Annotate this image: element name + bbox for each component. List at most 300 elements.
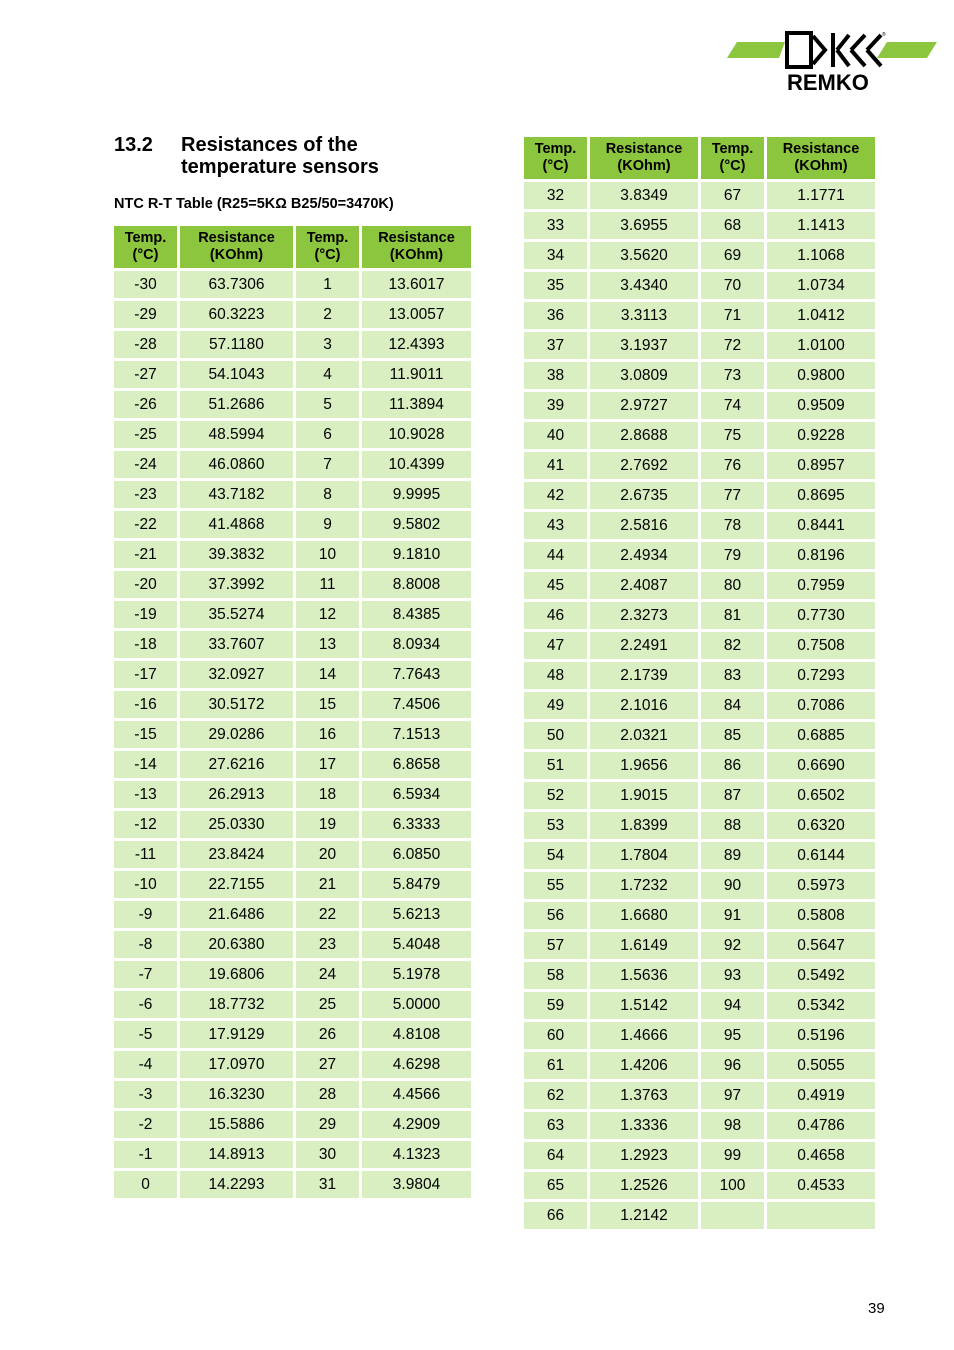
resistance-cell: 13.6017 [362, 271, 471, 298]
resistance-cell: 0.6502 [767, 782, 875, 809]
resistance-cell: 1.6680 [590, 902, 698, 929]
table-row [524, 1112, 875, 1139]
resistance-cell: 11.9011 [362, 361, 471, 388]
resistance-cell: 3.9804 [362, 1171, 471, 1198]
resistance-cell: 1.0734 [767, 272, 875, 299]
temp-cell: 55 [524, 872, 587, 899]
resistance-cell: 1.2526 [590, 1172, 698, 1199]
temp-cell: 32 [524, 182, 587, 209]
rt-table-left [111, 223, 474, 1201]
temp-cell: 69 [701, 242, 764, 269]
temp-cell: -11 [114, 841, 177, 868]
remko-logo [725, 30, 937, 94]
resistance-cell: 1.1771 [767, 182, 875, 209]
resistance-cell: 1.3336 [590, 1112, 698, 1139]
resistance-cell: 4.4566 [362, 1081, 471, 1108]
table-row [524, 992, 875, 1019]
temp-cell: 34 [524, 242, 587, 269]
temp-cell: 18 [296, 781, 359, 808]
temp-cell: 82 [701, 632, 764, 659]
resistance-cell: 30.5172 [180, 691, 293, 718]
resistance-cell: 16.3230 [180, 1081, 293, 1108]
resistance-cell: 1.1413 [767, 212, 875, 239]
resistance-cell: 4.2909 [362, 1111, 471, 1138]
resistance-cell: 0.6885 [767, 722, 875, 749]
table-row [114, 751, 471, 778]
temp-cell: 42 [524, 482, 587, 509]
temp-cell: 50 [524, 722, 587, 749]
resistance-cell: 8.0934 [362, 631, 471, 658]
table-row [524, 392, 875, 419]
resistance-cell: 0.9228 [767, 422, 875, 449]
resistance-cell: 32.0927 [180, 661, 293, 688]
temp-cell: 30 [296, 1141, 359, 1168]
temp-cell: -12 [114, 811, 177, 838]
temp-cell: -18 [114, 631, 177, 658]
resistance-cell: 15.5886 [180, 1111, 293, 1138]
table-row [524, 572, 875, 599]
resistance-cell: 0.7508 [767, 632, 875, 659]
table-row [114, 1081, 471, 1108]
temp-cell: 26 [296, 1021, 359, 1048]
temp-cell: 95 [701, 1022, 764, 1049]
resistance-cell: 2.5816 [590, 512, 698, 539]
table-row [114, 841, 471, 868]
table-row [114, 1021, 471, 1048]
resistance-cell: 2.3273 [590, 602, 698, 629]
temp-cell: 41 [524, 452, 587, 479]
table-row [524, 1142, 875, 1169]
resistance-cell: 1.2923 [590, 1142, 698, 1169]
resistance-cell: 0.4919 [767, 1082, 875, 1109]
table-row [114, 481, 471, 508]
temp-cell: -29 [114, 301, 177, 328]
temp-cell: 11 [296, 571, 359, 598]
resistance-cell: 0.8957 [767, 452, 875, 479]
table-row [114, 301, 471, 328]
temp-cell: 92 [701, 932, 764, 959]
temp-cell: 20 [296, 841, 359, 868]
resistance-cell: 54.1043 [180, 361, 293, 388]
table-row [524, 542, 875, 569]
resistance-cell: 0.5342 [767, 992, 875, 1019]
page-number: 39 [868, 1300, 885, 1317]
table-row [524, 722, 875, 749]
resistance-cell: 0.8441 [767, 512, 875, 539]
temp-cell: -2 [114, 1111, 177, 1138]
temp-cell: -6 [114, 991, 177, 1018]
table-row [114, 871, 471, 898]
rt-table-right [521, 134, 878, 1232]
resistance-cell: 2.1016 [590, 692, 698, 719]
temp-cell [701, 1202, 764, 1229]
resistance-cell: 26.2913 [180, 781, 293, 808]
table-header-row [524, 137, 875, 179]
resistance-cell: 1.4206 [590, 1052, 698, 1079]
temp-cell: 6 [296, 421, 359, 448]
resistance-cell: 9.9995 [362, 481, 471, 508]
table-row [524, 842, 875, 869]
temp-cell: -15 [114, 721, 177, 748]
temp-cell: 61 [524, 1052, 587, 1079]
header-temp: Temp. (°C) [114, 226, 177, 268]
resistance-cell: 10.4399 [362, 451, 471, 478]
temp-cell: -14 [114, 751, 177, 778]
temp-cell: -21 [114, 541, 177, 568]
temp-cell: 98 [701, 1112, 764, 1139]
table-row [524, 422, 875, 449]
temp-cell: -9 [114, 901, 177, 928]
table-row [114, 661, 471, 688]
temp-cell: 5 [296, 391, 359, 418]
table-row [114, 1111, 471, 1138]
temp-cell: -24 [114, 451, 177, 478]
resistance-cell: 1.3763 [590, 1082, 698, 1109]
temp-cell: 4 [296, 361, 359, 388]
resistance-cell: 22.7155 [180, 871, 293, 898]
header-resistance: Resistance (KOhm) [767, 137, 875, 179]
temp-cell: 68 [701, 212, 764, 239]
resistance-cell: 12.4393 [362, 331, 471, 358]
temp-cell: 79 [701, 542, 764, 569]
resistance-cell [767, 1202, 875, 1229]
temp-cell: -22 [114, 511, 177, 538]
resistance-cell: 0.6690 [767, 752, 875, 779]
temp-cell: 16 [296, 721, 359, 748]
temp-cell: 2 [296, 301, 359, 328]
temp-cell: 58 [524, 962, 587, 989]
temp-cell: -17 [114, 661, 177, 688]
resistance-cell: 8.8008 [362, 571, 471, 598]
temp-cell: 78 [701, 512, 764, 539]
temp-cell: -5 [114, 1021, 177, 1048]
table-header-row [114, 226, 471, 268]
header-temp: Temp. (°C) [701, 137, 764, 179]
header-temp: Temp. (°C) [296, 226, 359, 268]
resistance-cell: 2.1739 [590, 662, 698, 689]
temp-cell: 27 [296, 1051, 359, 1078]
table-row [114, 1171, 471, 1198]
table-row [524, 902, 875, 929]
resistance-cell: 0.7730 [767, 602, 875, 629]
table-row [524, 632, 875, 659]
resistance-cell: 0.5808 [767, 902, 875, 929]
table-row [114, 541, 471, 568]
resistance-cell: 17.0970 [180, 1051, 293, 1078]
temp-cell: 67 [701, 182, 764, 209]
table-row [524, 362, 875, 389]
temp-cell: 45 [524, 572, 587, 599]
resistance-cell: 33.7607 [180, 631, 293, 658]
table-row [114, 931, 471, 958]
resistance-cell: 5.4048 [362, 931, 471, 958]
resistance-cell: 13.0057 [362, 301, 471, 328]
temp-cell: 73 [701, 362, 764, 389]
table-row [114, 691, 471, 718]
temp-cell: 64 [524, 1142, 587, 1169]
table-row [524, 1052, 875, 1079]
table-row [524, 182, 875, 209]
header-resistance: Resistance (KOhm) [180, 226, 293, 268]
header-temp: Temp. (°C) [524, 137, 587, 179]
resistance-cell: 48.5994 [180, 421, 293, 448]
temp-cell: 90 [701, 872, 764, 899]
resistance-cell: 11.3894 [362, 391, 471, 418]
table-row [524, 302, 875, 329]
table-row [524, 752, 875, 779]
temp-cell: 43 [524, 512, 587, 539]
resistance-cell: 7.7643 [362, 661, 471, 688]
temp-cell: 17 [296, 751, 359, 778]
resistance-cell: 2.9727 [590, 392, 698, 419]
resistance-cell: 46.0860 [180, 451, 293, 478]
temp-cell: 83 [701, 662, 764, 689]
table-row [524, 1172, 875, 1199]
table-row [114, 631, 471, 658]
resistance-cell: 0.4533 [767, 1172, 875, 1199]
temp-cell: -23 [114, 481, 177, 508]
resistance-cell: 29.0286 [180, 721, 293, 748]
resistance-cell: 2.6735 [590, 482, 698, 509]
resistance-cell: 2.0321 [590, 722, 698, 749]
temp-cell: 13 [296, 631, 359, 658]
temp-cell: 29 [296, 1111, 359, 1138]
resistance-cell: 2.4087 [590, 572, 698, 599]
resistance-cell: 4.8108 [362, 1021, 471, 1048]
resistance-cell: 39.3832 [180, 541, 293, 568]
table-row [524, 212, 875, 239]
table-row [114, 421, 471, 448]
resistance-cell: 3.0809 [590, 362, 698, 389]
temp-cell: -3 [114, 1081, 177, 1108]
resistance-cell: 57.1180 [180, 331, 293, 358]
resistance-cell: 0.8695 [767, 482, 875, 509]
temp-cell: 54 [524, 842, 587, 869]
resistance-cell: 1.0100 [767, 332, 875, 359]
resistance-cell: 7.1513 [362, 721, 471, 748]
table-row [114, 991, 471, 1018]
temp-cell: 52 [524, 782, 587, 809]
resistance-cell: 6.3333 [362, 811, 471, 838]
header-resistance: Resistance (KOhm) [590, 137, 698, 179]
temp-cell: 93 [701, 962, 764, 989]
temp-cell: 40 [524, 422, 587, 449]
temp-cell: 97 [701, 1082, 764, 1109]
temp-cell: 76 [701, 452, 764, 479]
temp-cell: -8 [114, 931, 177, 958]
temp-cell: 10 [296, 541, 359, 568]
temp-cell: 59 [524, 992, 587, 1019]
resistance-cell: 1.5142 [590, 992, 698, 1019]
temp-cell: 81 [701, 602, 764, 629]
temp-cell: 1 [296, 271, 359, 298]
table-row [114, 721, 471, 748]
resistance-cell: 27.6216 [180, 751, 293, 778]
resistance-cell: 0.9800 [767, 362, 875, 389]
temp-cell: 84 [701, 692, 764, 719]
resistance-cell: 41.4868 [180, 511, 293, 538]
resistance-cell: 25.0330 [180, 811, 293, 838]
temp-cell: 57 [524, 932, 587, 959]
resistance-cell: 0.6320 [767, 812, 875, 839]
temp-cell: 63 [524, 1112, 587, 1139]
table-row [114, 391, 471, 418]
resistance-cell: 1.7804 [590, 842, 698, 869]
table-row [524, 1022, 875, 1049]
temp-cell: 85 [701, 722, 764, 749]
resistance-cell: 1.9015 [590, 782, 698, 809]
temp-cell: 87 [701, 782, 764, 809]
resistance-cell: 3.4340 [590, 272, 698, 299]
resistance-cell: 14.2293 [180, 1171, 293, 1198]
resistance-cell: 3.8349 [590, 182, 698, 209]
temp-cell: 12 [296, 601, 359, 628]
table-row [114, 901, 471, 928]
resistance-cell: 0.5647 [767, 932, 875, 959]
temp-cell: 8 [296, 481, 359, 508]
resistance-cell: 0.5055 [767, 1052, 875, 1079]
temp-cell: 31 [296, 1171, 359, 1198]
temp-cell: 21 [296, 871, 359, 898]
temp-cell: 49 [524, 692, 587, 719]
temp-cell: 99 [701, 1142, 764, 1169]
table-row [114, 361, 471, 388]
resistance-cell: 1.6149 [590, 932, 698, 959]
temp-cell: 9 [296, 511, 359, 538]
temp-cell: 24 [296, 961, 359, 988]
temp-cell: 53 [524, 812, 587, 839]
temp-cell: 74 [701, 392, 764, 419]
resistance-cell: 21.6486 [180, 901, 293, 928]
table-row [524, 242, 875, 269]
temp-cell: 91 [701, 902, 764, 929]
table-row [114, 961, 471, 988]
table-row [524, 482, 875, 509]
resistance-cell: 1.1068 [767, 242, 875, 269]
temp-cell: 48 [524, 662, 587, 689]
logo-wordmark: REMKO [787, 70, 869, 94]
resistance-cell: 4.6298 [362, 1051, 471, 1078]
temp-cell: 39 [524, 392, 587, 419]
table-row [114, 511, 471, 538]
resistance-cell: 5.6213 [362, 901, 471, 928]
resistance-cell: 0.4658 [767, 1142, 875, 1169]
resistance-cell: 2.8688 [590, 422, 698, 449]
resistance-cell: 3.6955 [590, 212, 698, 239]
temp-cell: 33 [524, 212, 587, 239]
resistance-cell: 0.6144 [767, 842, 875, 869]
temp-cell: -10 [114, 871, 177, 898]
temp-cell: 37 [524, 332, 587, 359]
table-row [114, 571, 471, 598]
temp-cell: 38 [524, 362, 587, 389]
resistance-cell: 20.6380 [180, 931, 293, 958]
table-row [524, 1202, 875, 1229]
temp-cell: 65 [524, 1172, 587, 1199]
table-row [524, 1082, 875, 1109]
section-title: Resistances of the temperature sensors [181, 134, 379, 178]
resistance-cell: 0.7959 [767, 572, 875, 599]
table-row [524, 692, 875, 719]
resistance-cell: 1.0412 [767, 302, 875, 329]
resistance-cell: 0.9509 [767, 392, 875, 419]
resistance-cell: 0.8196 [767, 542, 875, 569]
temp-cell: 100 [701, 1172, 764, 1199]
table-row [114, 811, 471, 838]
resistance-cell: 0.7293 [767, 662, 875, 689]
resistance-cell: 1.7232 [590, 872, 698, 899]
temp-cell: -7 [114, 961, 177, 988]
svg-text:®: ® [882, 32, 886, 38]
temp-cell: -28 [114, 331, 177, 358]
temp-cell: 14 [296, 661, 359, 688]
temp-cell: 96 [701, 1052, 764, 1079]
resistance-cell: 0.7086 [767, 692, 875, 719]
resistance-cell: 10.9028 [362, 421, 471, 448]
temp-cell: 94 [701, 992, 764, 1019]
temp-cell: 15 [296, 691, 359, 718]
temp-cell: 77 [701, 482, 764, 509]
resistance-cell: 1.2142 [590, 1202, 698, 1229]
table-row [114, 781, 471, 808]
temp-cell: 46 [524, 602, 587, 629]
temp-cell: -30 [114, 271, 177, 298]
temp-cell: 75 [701, 422, 764, 449]
resistance-cell: 18.7732 [180, 991, 293, 1018]
temp-cell: -26 [114, 391, 177, 418]
temp-cell: -1 [114, 1141, 177, 1168]
resistance-cell: 23.8424 [180, 841, 293, 868]
temp-cell: 7 [296, 451, 359, 478]
temp-cell: 19 [296, 811, 359, 838]
temp-cell: 28 [296, 1081, 359, 1108]
resistance-cell: 5.1978 [362, 961, 471, 988]
temp-cell: 22 [296, 901, 359, 928]
resistance-cell: 14.8913 [180, 1141, 293, 1168]
temp-cell: 56 [524, 902, 587, 929]
resistance-cell: 37.3992 [180, 571, 293, 598]
temp-cell: 35 [524, 272, 587, 299]
table-row [524, 452, 875, 479]
temp-cell: 25 [296, 991, 359, 1018]
resistance-cell: 4.1323 [362, 1141, 471, 1168]
resistance-cell: 60.3223 [180, 301, 293, 328]
section-number: 13.2 [114, 134, 153, 156]
table-row [524, 962, 875, 989]
table-row [524, 602, 875, 629]
resistance-cell: 6.5934 [362, 781, 471, 808]
temp-cell: 72 [701, 332, 764, 359]
temp-cell: -19 [114, 601, 177, 628]
temp-cell: -13 [114, 781, 177, 808]
temp-cell: 80 [701, 572, 764, 599]
table-row [114, 1141, 471, 1168]
header-resistance: Resistance (KOhm) [362, 226, 471, 268]
resistance-cell: 3.1937 [590, 332, 698, 359]
resistance-cell: 5.8479 [362, 871, 471, 898]
resistance-cell: 0.4786 [767, 1112, 875, 1139]
table-row [524, 932, 875, 959]
resistance-cell: 0.5492 [767, 962, 875, 989]
table-row [114, 451, 471, 478]
temp-cell: 86 [701, 752, 764, 779]
table-row [114, 1051, 471, 1078]
resistance-cell: 2.7692 [590, 452, 698, 479]
temp-cell: 3 [296, 331, 359, 358]
temp-cell: 66 [524, 1202, 587, 1229]
temp-cell: 71 [701, 302, 764, 329]
temp-cell: 70 [701, 272, 764, 299]
